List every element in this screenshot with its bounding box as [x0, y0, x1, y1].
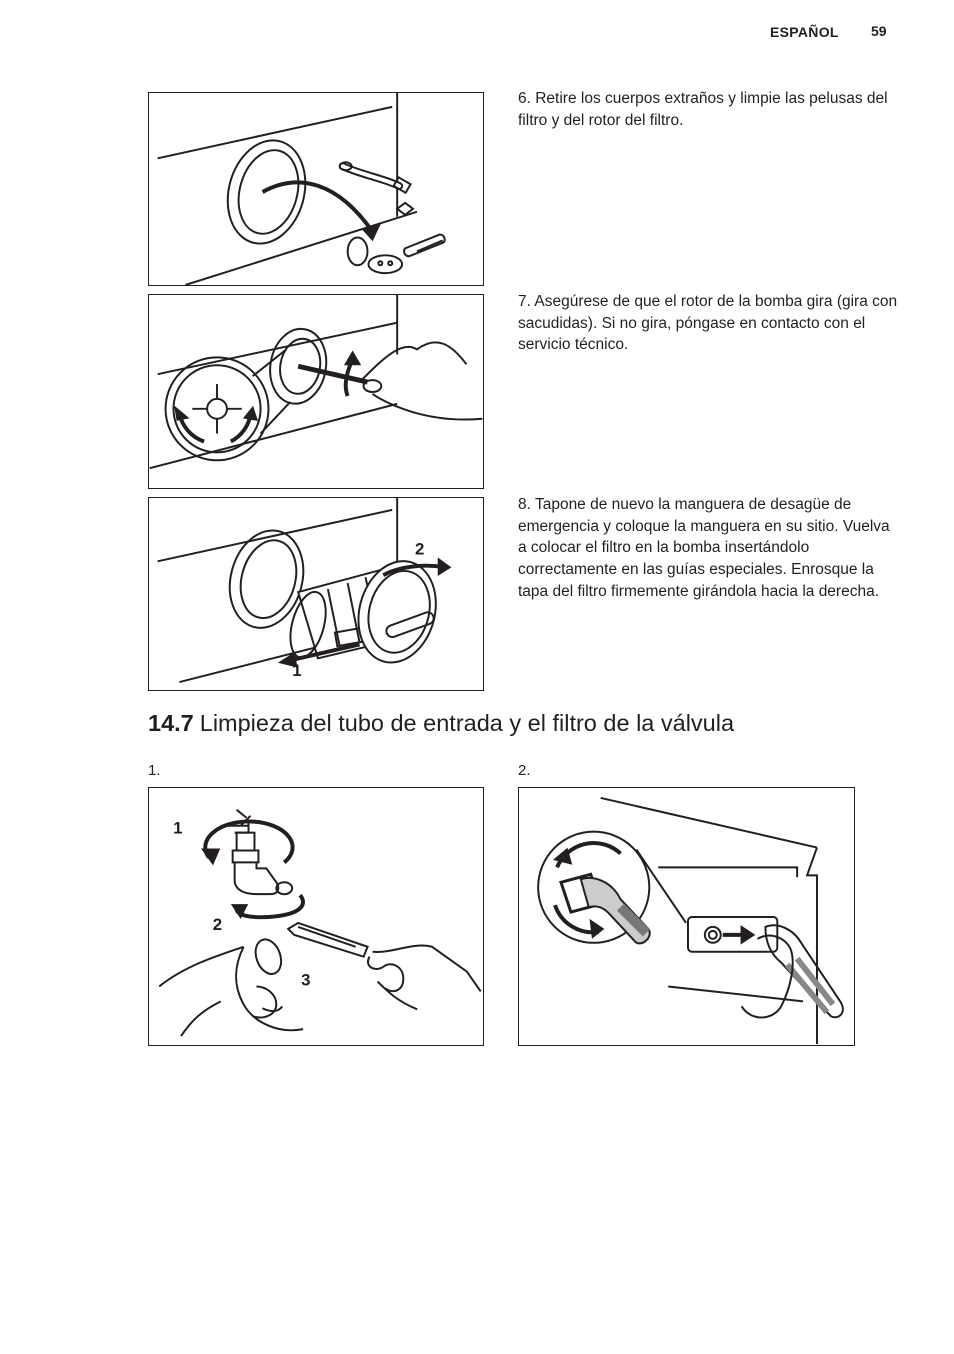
filter-reinsert-illustration	[149, 498, 483, 690]
callout-2: 2	[414, 539, 425, 559]
section-heading	[148, 710, 734, 737]
figure-pump-rotor-check	[148, 294, 484, 489]
step-7-text: 7. Asegúrese de que el rotor de la bomba gira (gira con sacudidas). Si no gira, póngase en contacto con el servicio técnico.	[518, 293, 898, 354]
valve-callout-1: 1	[173, 818, 183, 838]
step-6-text: 6. Retire los cuerpos extraños y limpie las pelusas del filtro y del rotor del filtro.	[518, 90, 888, 129]
page-number: 59	[871, 23, 887, 39]
figure-tap-and-filter-cleaning	[148, 787, 484, 1046]
section-number: 14.7	[148, 710, 194, 736]
valve-callout-3: 3	[301, 970, 311, 990]
tap-brush-illustration	[149, 788, 483, 1045]
subfigure-label-1: 1.	[148, 762, 161, 779]
figure-remove-foreign-objects	[148, 92, 484, 286]
section-title: Limpieza del tubo de entrada y el filtro de la válvula	[199, 710, 735, 736]
header-language: ESPAÑOL	[770, 24, 839, 40]
filter-cleaning-illustration	[149, 93, 483, 285]
step-8-text: 8. Tapone de nuevo la manguera de desagüe de emergencia y coloque la manguera en su sitio. Vuelva a colocar el filtro en la bomba insertándolo correctamente en las guías especiales. Enrosque la tapa del filtro firmemente girándola hacia la derecha.	[518, 496, 890, 600]
figure-inlet-hose-valve-filter	[518, 787, 855, 1046]
pump-rotor-illustration	[149, 295, 483, 488]
inlet-hose-illustration	[519, 788, 854, 1045]
subfigure-label-2: 2.	[518, 762, 531, 779]
figure-reinsert-filter	[148, 497, 484, 691]
valve-callout-2: 2	[212, 914, 223, 934]
callout-1: 1	[292, 661, 302, 681]
